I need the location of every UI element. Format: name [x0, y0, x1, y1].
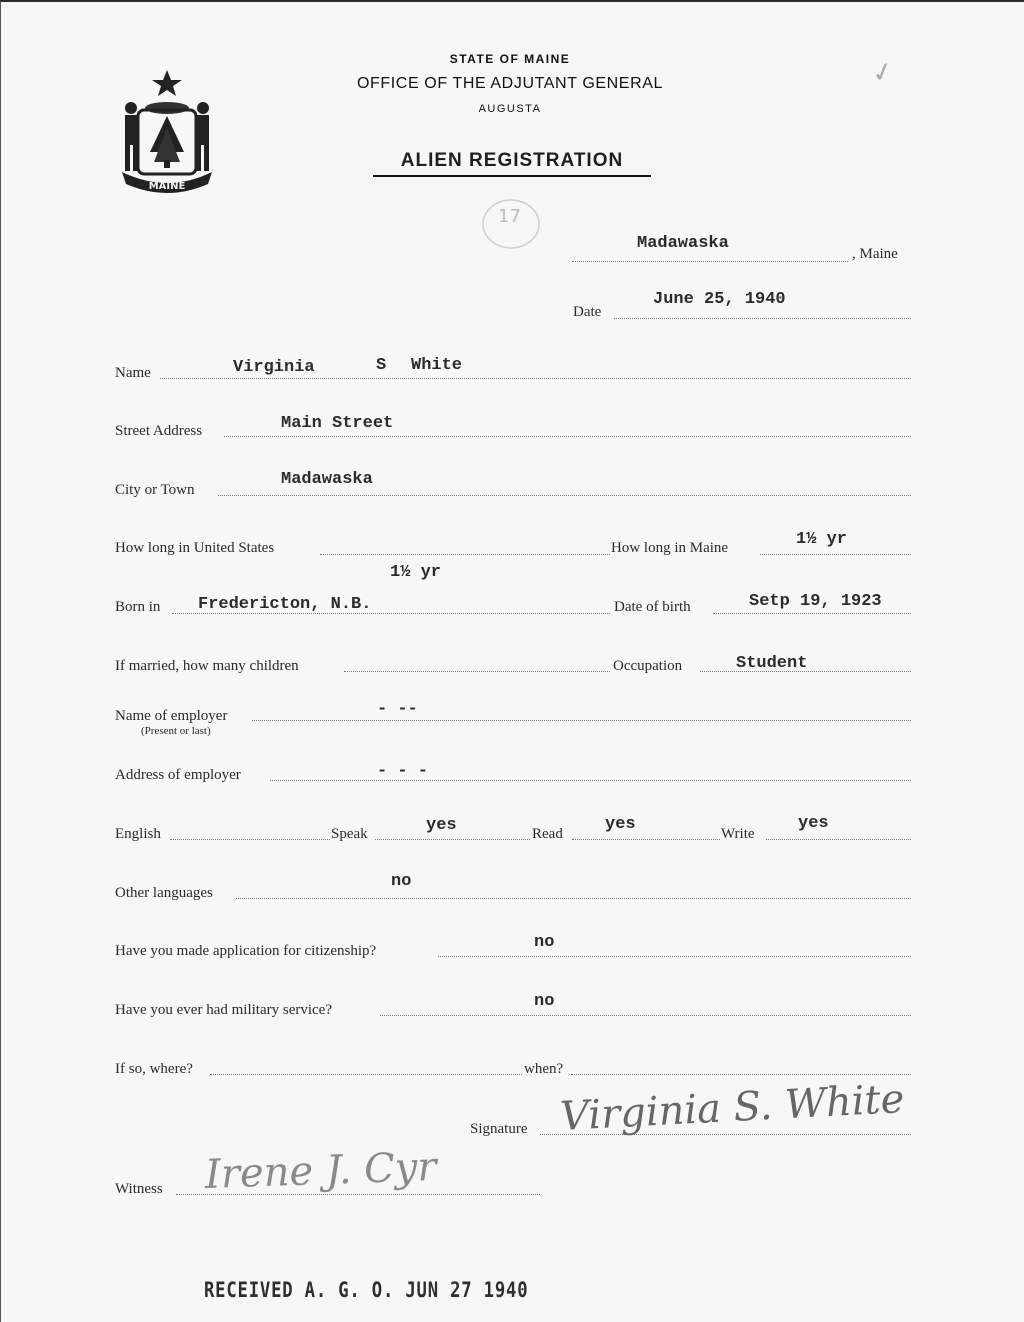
- name-first-value: Virginia: [233, 358, 315, 377]
- street-label: Street Address: [115, 423, 203, 439]
- when-line: [571, 1074, 911, 1075]
- employer-value: - --: [377, 700, 418, 719]
- children-line: [344, 671, 610, 672]
- where-label: If so, where?: [115, 1061, 193, 1077]
- check-mark: ✓: [868, 55, 898, 91]
- write-label: Write: [721, 826, 755, 842]
- date-label: Date: [573, 304, 602, 320]
- maine-length-line: [760, 554, 911, 555]
- witness-value: Irene J. Cyr: [204, 1143, 438, 1199]
- header-state: STATE OF MAINE: [449, 52, 571, 66]
- where-line: [210, 1074, 522, 1075]
- employer-address-value: - - -: [377, 762, 429, 781]
- maine-length-value: 1½ yr: [796, 530, 848, 549]
- military-value: no: [534, 992, 555, 1011]
- english-line: [170, 839, 330, 840]
- speak-line: [375, 839, 530, 840]
- military-line: [380, 1015, 911, 1016]
- witness-label: Witness: [115, 1181, 163, 1197]
- english-label: English: [115, 826, 161, 842]
- name-label: Name: [115, 365, 151, 381]
- name-last-value: White: [411, 356, 463, 375]
- dob-line: [713, 613, 911, 614]
- name-middle-value: S: [376, 356, 387, 375]
- other-languages-line: [236, 898, 911, 899]
- occupation-label: Occupation: [613, 658, 683, 674]
- header-office: OFFICE OF THE ADJUTANT GENERAL: [356, 75, 664, 92]
- name-line: [160, 378, 911, 379]
- town-value: Madawaska: [637, 234, 729, 253]
- write-line: [766, 839, 911, 840]
- speak-label: Speak: [331, 826, 368, 842]
- citizenship-value: no: [534, 933, 555, 952]
- occupation-value: Student: [736, 654, 808, 673]
- born-label: Born in: [115, 599, 161, 615]
- dob-value: Setp 19, 1923: [749, 592, 882, 611]
- signature-value: Virginia S. White: [559, 1076, 906, 1140]
- when-label: when?: [524, 1061, 564, 1077]
- citizenship-line: [438, 956, 911, 957]
- us-label: How long in United States: [115, 540, 275, 556]
- speak-value: yes: [426, 816, 457, 835]
- signature-label: Signature: [470, 1121, 528, 1137]
- read-value: yes: [605, 815, 636, 834]
- street-line: [224, 436, 911, 437]
- children-label: If married, how many children: [115, 658, 299, 674]
- received-stamp: RECEIVED A. G. O. JUN 27 1940: [204, 1278, 529, 1302]
- other-languages-value: no: [391, 872, 412, 891]
- us-line: [320, 554, 610, 555]
- read-line: [572, 839, 720, 840]
- other-languages-label: Other languages: [115, 885, 213, 901]
- read-label: Read: [532, 826, 563, 842]
- maine-length-label: How long in Maine: [611, 540, 729, 556]
- maine-label: , Maine: [852, 246, 898, 262]
- us-value: 1½ yr: [390, 563, 442, 582]
- employer-address-line: [270, 780, 911, 781]
- employer-note: (Present or last): [141, 725, 211, 737]
- street-value: Main Street: [281, 414, 394, 433]
- employer-label: Name of employer: [115, 708, 228, 724]
- military-label: Have you ever had military service?: [115, 1002, 332, 1018]
- state-seal-icon: [112, 66, 222, 196]
- town-line: [572, 261, 848, 262]
- employer-line: [252, 720, 911, 721]
- circled-number: 17: [498, 206, 521, 227]
- date-line: [614, 318, 911, 319]
- write-value: yes: [798, 814, 829, 833]
- header-city: AUGUSTA: [478, 103, 542, 115]
- seal-banner-text: MAINE: [148, 181, 186, 192]
- employer-address-label: Address of employer: [115, 767, 241, 783]
- city-value: Madawaska: [281, 470, 373, 489]
- form-title: ALIEN REGISTRATION: [373, 150, 651, 177]
- city-line: [218, 495, 911, 496]
- citizenship-label: Have you made application for citizenship?: [115, 943, 377, 959]
- born-value: Fredericton, N.B.: [198, 595, 372, 614]
- date-value: June 25, 1940: [653, 290, 786, 309]
- city-label: City or Town: [115, 482, 195, 498]
- dob-label: Date of birth: [614, 599, 691, 615]
